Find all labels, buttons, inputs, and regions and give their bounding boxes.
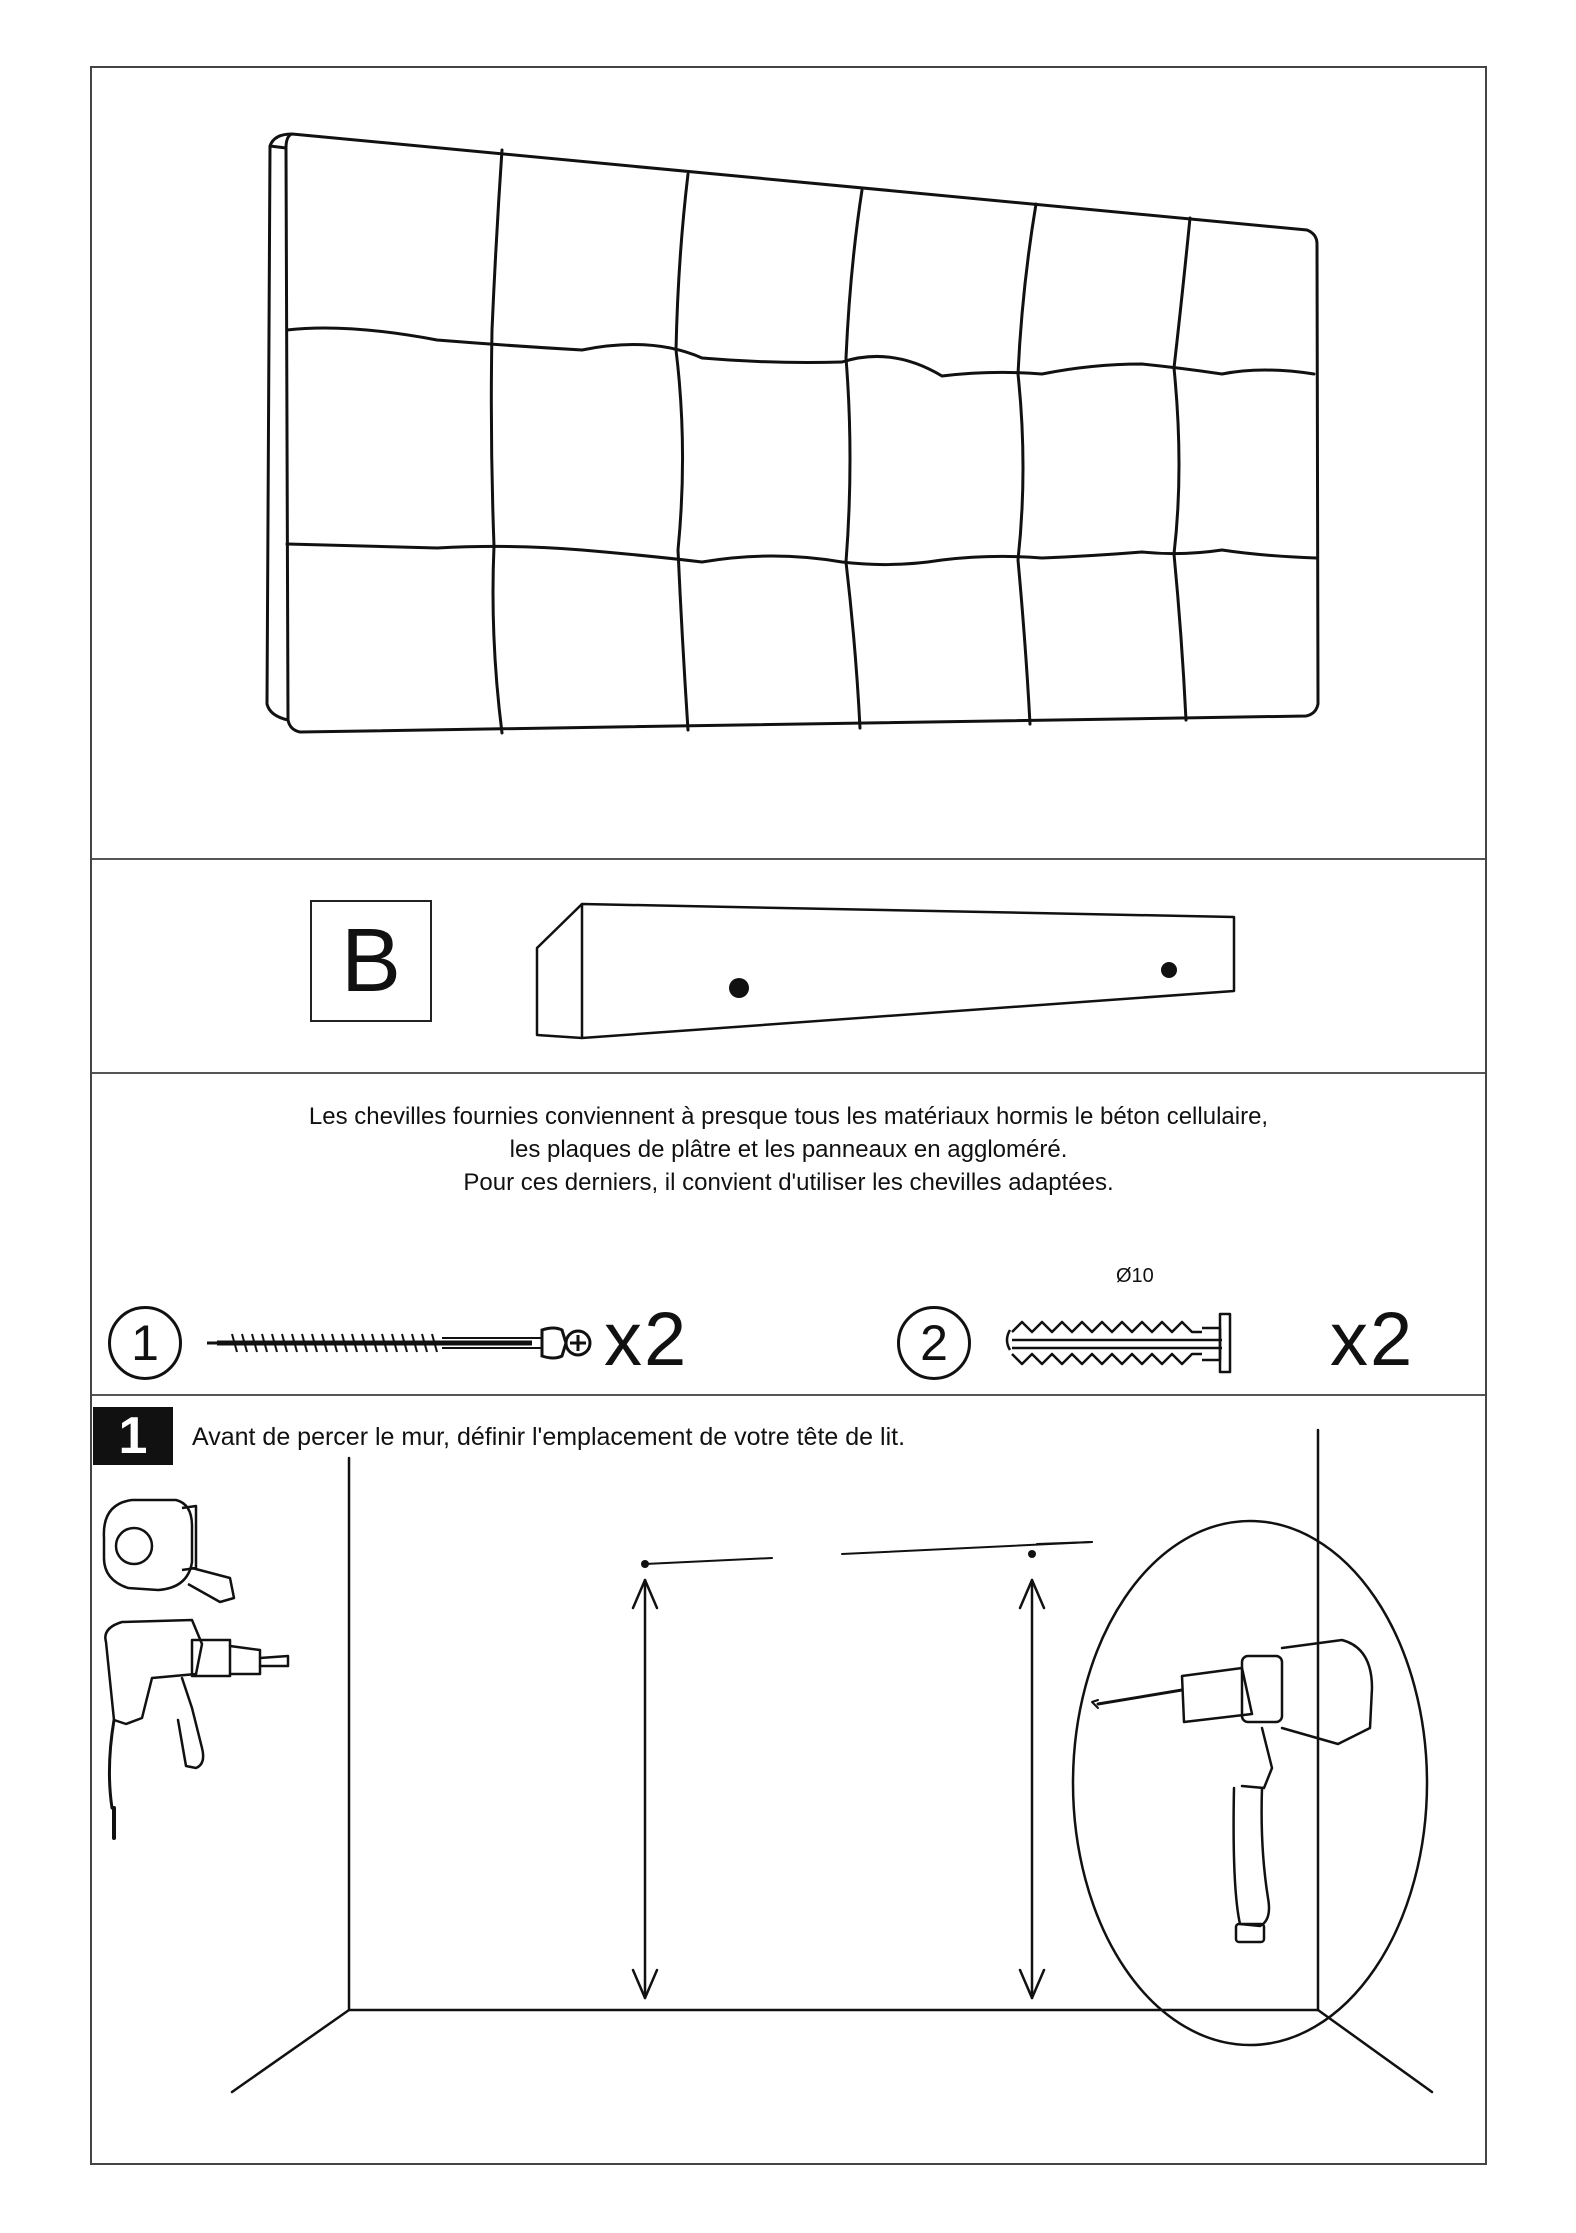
notice-line-1: Les chevilles fournies conviennent à presque tous les matériaux hormis le béton cellulaire, (308, 1103, 1269, 1130)
plug-quantity: x2 (1330, 1297, 1415, 1382)
step-instruction: Avant de percer le mur, définir l'emplacement de votre tête de lit. (192, 1423, 906, 1451)
part-b-label: B (310, 900, 432, 1022)
step-number-badge: 1 (93, 1407, 173, 1465)
notice-line-3: Pour ces derniers, il convient d'utiliser les chevilles adaptées. (463, 1169, 1114, 1196)
drill-closeup-icon (92, 68, 1489, 2167)
plug-diameter: Ø10 (1116, 1265, 1154, 1287)
hardware-number-2: 2 (897, 1306, 971, 1380)
hardware-number-1: 1 (108, 1306, 182, 1380)
screw-quantity: x2 (604, 1297, 689, 1382)
instruction-page (90, 66, 1487, 2165)
notice-line-2: les plaques de plâtre et les panneaux en aggloméré. (509, 1136, 1068, 1163)
